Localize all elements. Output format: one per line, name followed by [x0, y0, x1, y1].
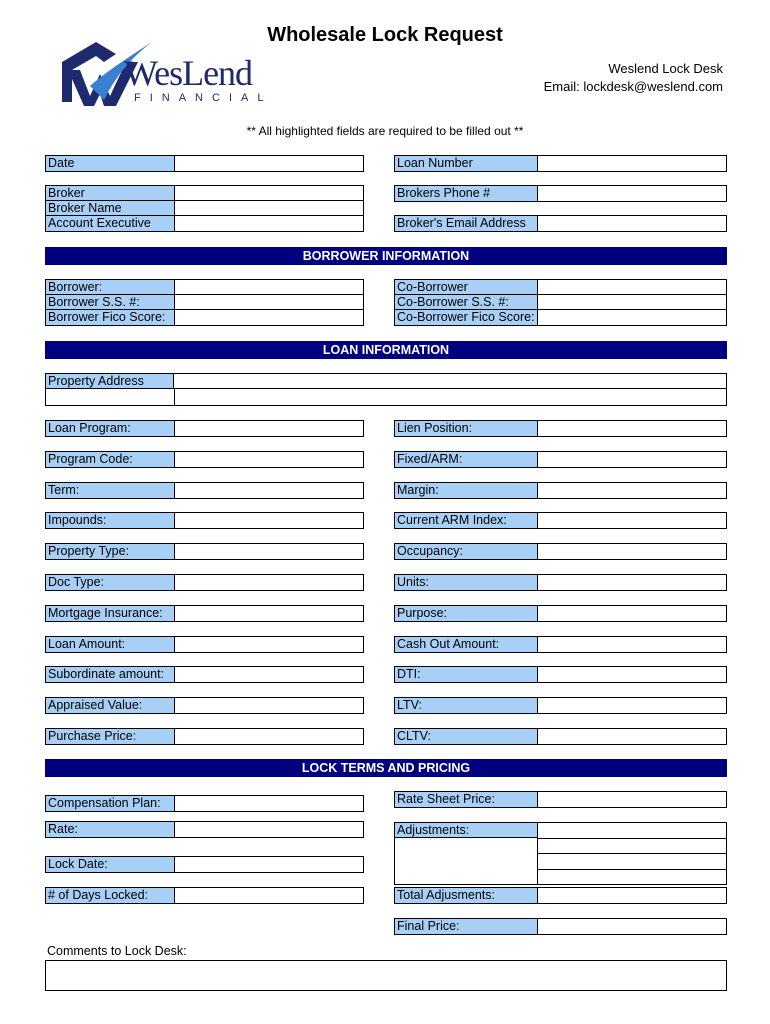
property-address-label: Property Address: [46, 374, 174, 389]
impounds-label: Impounds:: [46, 513, 175, 528]
compensation-plan-label: Compensation Plan:: [46, 796, 175, 811]
impounds-field: [45, 512, 364, 529]
subordinate-amount-input[interactable]: [175, 667, 363, 682]
lock-date-field: [45, 856, 364, 873]
loan-number-label: Loan Number: [395, 156, 538, 171]
doc-type-field: [45, 574, 364, 591]
adjustment-input-4[interactable]: [538, 870, 726, 885]
logo-brand: WesLend: [124, 53, 253, 93]
days-locked-label: # of Days Locked:: [46, 888, 175, 903]
rate-field: [45, 821, 364, 838]
adjustment-input-2[interactable]: [538, 839, 726, 855]
days-locked-field: [45, 887, 364, 904]
logo-subtitle: FINANCIAL: [134, 92, 273, 104]
cltv-input[interactable]: [538, 729, 726, 744]
rate-sheet-price-input[interactable]: [538, 792, 726, 807]
total-adjustments-field: [394, 887, 727, 904]
dti-field: [394, 666, 727, 683]
borrower-input[interactable]: [175, 280, 363, 294]
date-input[interactable]: [175, 156, 363, 171]
property-address-line-1[interactable]: [174, 374, 726, 389]
brokers-phone-field: [394, 185, 727, 202]
rate-sheet-price-field: [394, 791, 727, 808]
co-borrower-ssn-input[interactable]: [538, 295, 726, 309]
lock-date-label: Lock Date:: [46, 857, 175, 872]
broker-input[interactable]: [175, 186, 363, 200]
adjustments-label: Adjustments:: [395, 823, 538, 838]
co-borrower-fico-input[interactable]: [538, 310, 726, 325]
subordinate-amount-field: [45, 666, 364, 683]
co-borrower-fico-label: Co-Borrower Fico Score:: [395, 310, 538, 325]
broker-label: Broker: [46, 186, 175, 200]
lock-desk-name: Weslend Lock Desk: [608, 61, 723, 76]
co-borrower-label: Co-Borrower: [395, 280, 538, 294]
adjustment-input-3[interactable]: [538, 854, 726, 870]
fixed-arm-field: [394, 451, 727, 468]
total-adjustments-input[interactable]: [538, 888, 726, 903]
borrower-group: [45, 279, 364, 326]
compensation-plan-input[interactable]: [175, 796, 363, 811]
program-code-input[interactable]: [175, 452, 363, 467]
final-price-label: Final Price:: [395, 919, 538, 934]
dti-label: DTI:: [395, 667, 538, 682]
broker-group: [45, 185, 364, 232]
doc-type-input[interactable]: [175, 575, 363, 590]
property-type-label: Property Type:: [46, 544, 175, 559]
margin-label: Margin:: [395, 483, 538, 498]
brokers-email-input[interactable]: [538, 216, 726, 231]
current-arm-index-label: Current ARM Index:: [395, 513, 538, 528]
cash-out-amount-label: Cash Out Amount:: [395, 637, 538, 652]
mortgage-insurance-input[interactable]: [175, 606, 363, 621]
units-label: Units:: [395, 575, 538, 590]
current-arm-index-field: [394, 512, 727, 529]
loan-section-header: LOAN INFORMATION: [45, 341, 727, 359]
final-price-input[interactable]: [538, 919, 726, 934]
lien-position-label: Lien Position:: [395, 421, 538, 436]
mortgage-insurance-field: [45, 605, 364, 622]
margin-input[interactable]: [538, 483, 726, 498]
cash-out-amount-input[interactable]: [538, 637, 726, 652]
loan-number-field: [394, 155, 727, 172]
property-address-line-2[interactable]: [174, 389, 726, 405]
appraised-value-input[interactable]: [175, 698, 363, 713]
brokers-email-label: Broker's Email Address: [395, 216, 538, 231]
program-code-label: Program Code:: [46, 452, 175, 467]
term-label: Term:: [46, 483, 175, 498]
units-field: [394, 574, 727, 591]
days-locked-input[interactable]: [175, 888, 363, 903]
lock-desk-email: Email: lockdesk@weslend.com: [543, 79, 723, 94]
compensation-plan-field: [45, 795, 364, 812]
subordinate-amount-label: Subordinate amount:: [46, 667, 175, 682]
comments-input[interactable]: [45, 960, 727, 991]
purpose-label: Purpose:: [395, 606, 538, 621]
date-label: Date: [46, 156, 175, 171]
borrower-label: Borrower:: [46, 280, 175, 294]
borrower-fico-label: Borrower Fico Score:: [46, 310, 175, 325]
program-code-field: [45, 451, 364, 468]
property-address-field: [45, 373, 727, 406]
cash-out-amount-field: [394, 636, 727, 653]
date-field: [45, 155, 364, 172]
brokers-phone-label: Brokers Phone #: [395, 186, 538, 201]
fixed-arm-label: Fixed/ARM:: [395, 452, 538, 467]
purpose-field: [394, 605, 727, 622]
cltv-label: CLTV:: [395, 729, 538, 744]
borrower-section-header: BORROWER INFORMATION: [45, 247, 727, 265]
ltv-field: [394, 697, 727, 714]
co-borrower-group: [394, 279, 727, 326]
lock-terms-section-header: LOCK TERMS AND PRICING: [45, 759, 727, 777]
rate-label: Rate:: [46, 822, 175, 837]
adjustment-input-1[interactable]: [538, 823, 726, 839]
broker-name-input[interactable]: [175, 201, 363, 215]
property-type-field: [45, 543, 364, 560]
term-input[interactable]: [175, 483, 363, 498]
ltv-input[interactable]: [538, 698, 726, 713]
loan-amount-input[interactable]: [175, 637, 363, 652]
loan-program-field: [45, 420, 364, 437]
doc-type-label: Doc Type:: [46, 575, 175, 590]
brokers-email-field: [394, 215, 727, 232]
purchase-price-field: [45, 728, 364, 745]
loan-amount-label: Loan Amount:: [46, 637, 175, 652]
lien-position-field: [394, 420, 727, 437]
rate-sheet-price-label: Rate Sheet Price:: [395, 792, 538, 807]
purchase-price-input[interactable]: [175, 729, 363, 744]
occupancy-input[interactable]: [538, 544, 726, 559]
page-title: Wholesale Lock Request: [267, 24, 503, 46]
borrower-ssn-label: Borrower S.S. #:: [46, 295, 175, 309]
co-borrower-ssn-label: Co-Borrower S.S. #:: [395, 295, 538, 309]
current-arm-index-input[interactable]: [538, 513, 726, 528]
cltv-field: [394, 728, 727, 745]
broker-name-label: Broker Name: [46, 201, 175, 215]
loan-amount-field: [45, 636, 364, 653]
brokers-phone-input[interactable]: [538, 186, 726, 201]
mortgage-insurance-label: Mortgage Insurance:: [46, 606, 175, 621]
loan-program-label: Loan Program:: [46, 421, 175, 436]
borrower-fico-input[interactable]: [175, 310, 363, 325]
lien-position-input[interactable]: [538, 421, 726, 436]
occupancy-field: [394, 543, 727, 560]
account-exec-label: Account Executive: [46, 216, 175, 231]
co-borrower-input[interactable]: [538, 280, 726, 294]
appraised-value-field: [45, 697, 364, 714]
required-note: ** All highlighted fields are required to be filled out **: [246, 124, 524, 138]
margin-field: [394, 482, 727, 499]
purpose-input[interactable]: [538, 606, 726, 621]
rate-input[interactable]: [175, 822, 363, 837]
purchase-price-label: Purchase Price:: [46, 729, 175, 744]
final-price-field: [394, 918, 727, 935]
ltv-label: LTV:: [395, 698, 538, 713]
property-type-input[interactable]: [175, 544, 363, 559]
weslend-logo: [60, 40, 273, 108]
comments-label: Comments to Lock Desk:: [47, 944, 187, 958]
occupancy-label: Occupancy:: [395, 544, 538, 559]
dti-input[interactable]: [538, 667, 726, 682]
appraised-value-label: Appraised Value:: [46, 698, 175, 713]
term-field: [45, 482, 364, 499]
units-input[interactable]: [538, 575, 726, 590]
fixed-arm-input[interactable]: [538, 452, 726, 467]
loan-number-input[interactable]: [538, 156, 726, 171]
borrower-ssn-input[interactable]: [175, 295, 363, 309]
total-adjustments-label: Total Adjusments:: [395, 888, 538, 903]
adjustments-field: [394, 822, 727, 885]
lock-date-input[interactable]: [175, 857, 363, 872]
impounds-input[interactable]: [175, 513, 363, 528]
account-exec-input[interactable]: [175, 216, 363, 231]
loan-program-input[interactable]: [175, 421, 363, 436]
